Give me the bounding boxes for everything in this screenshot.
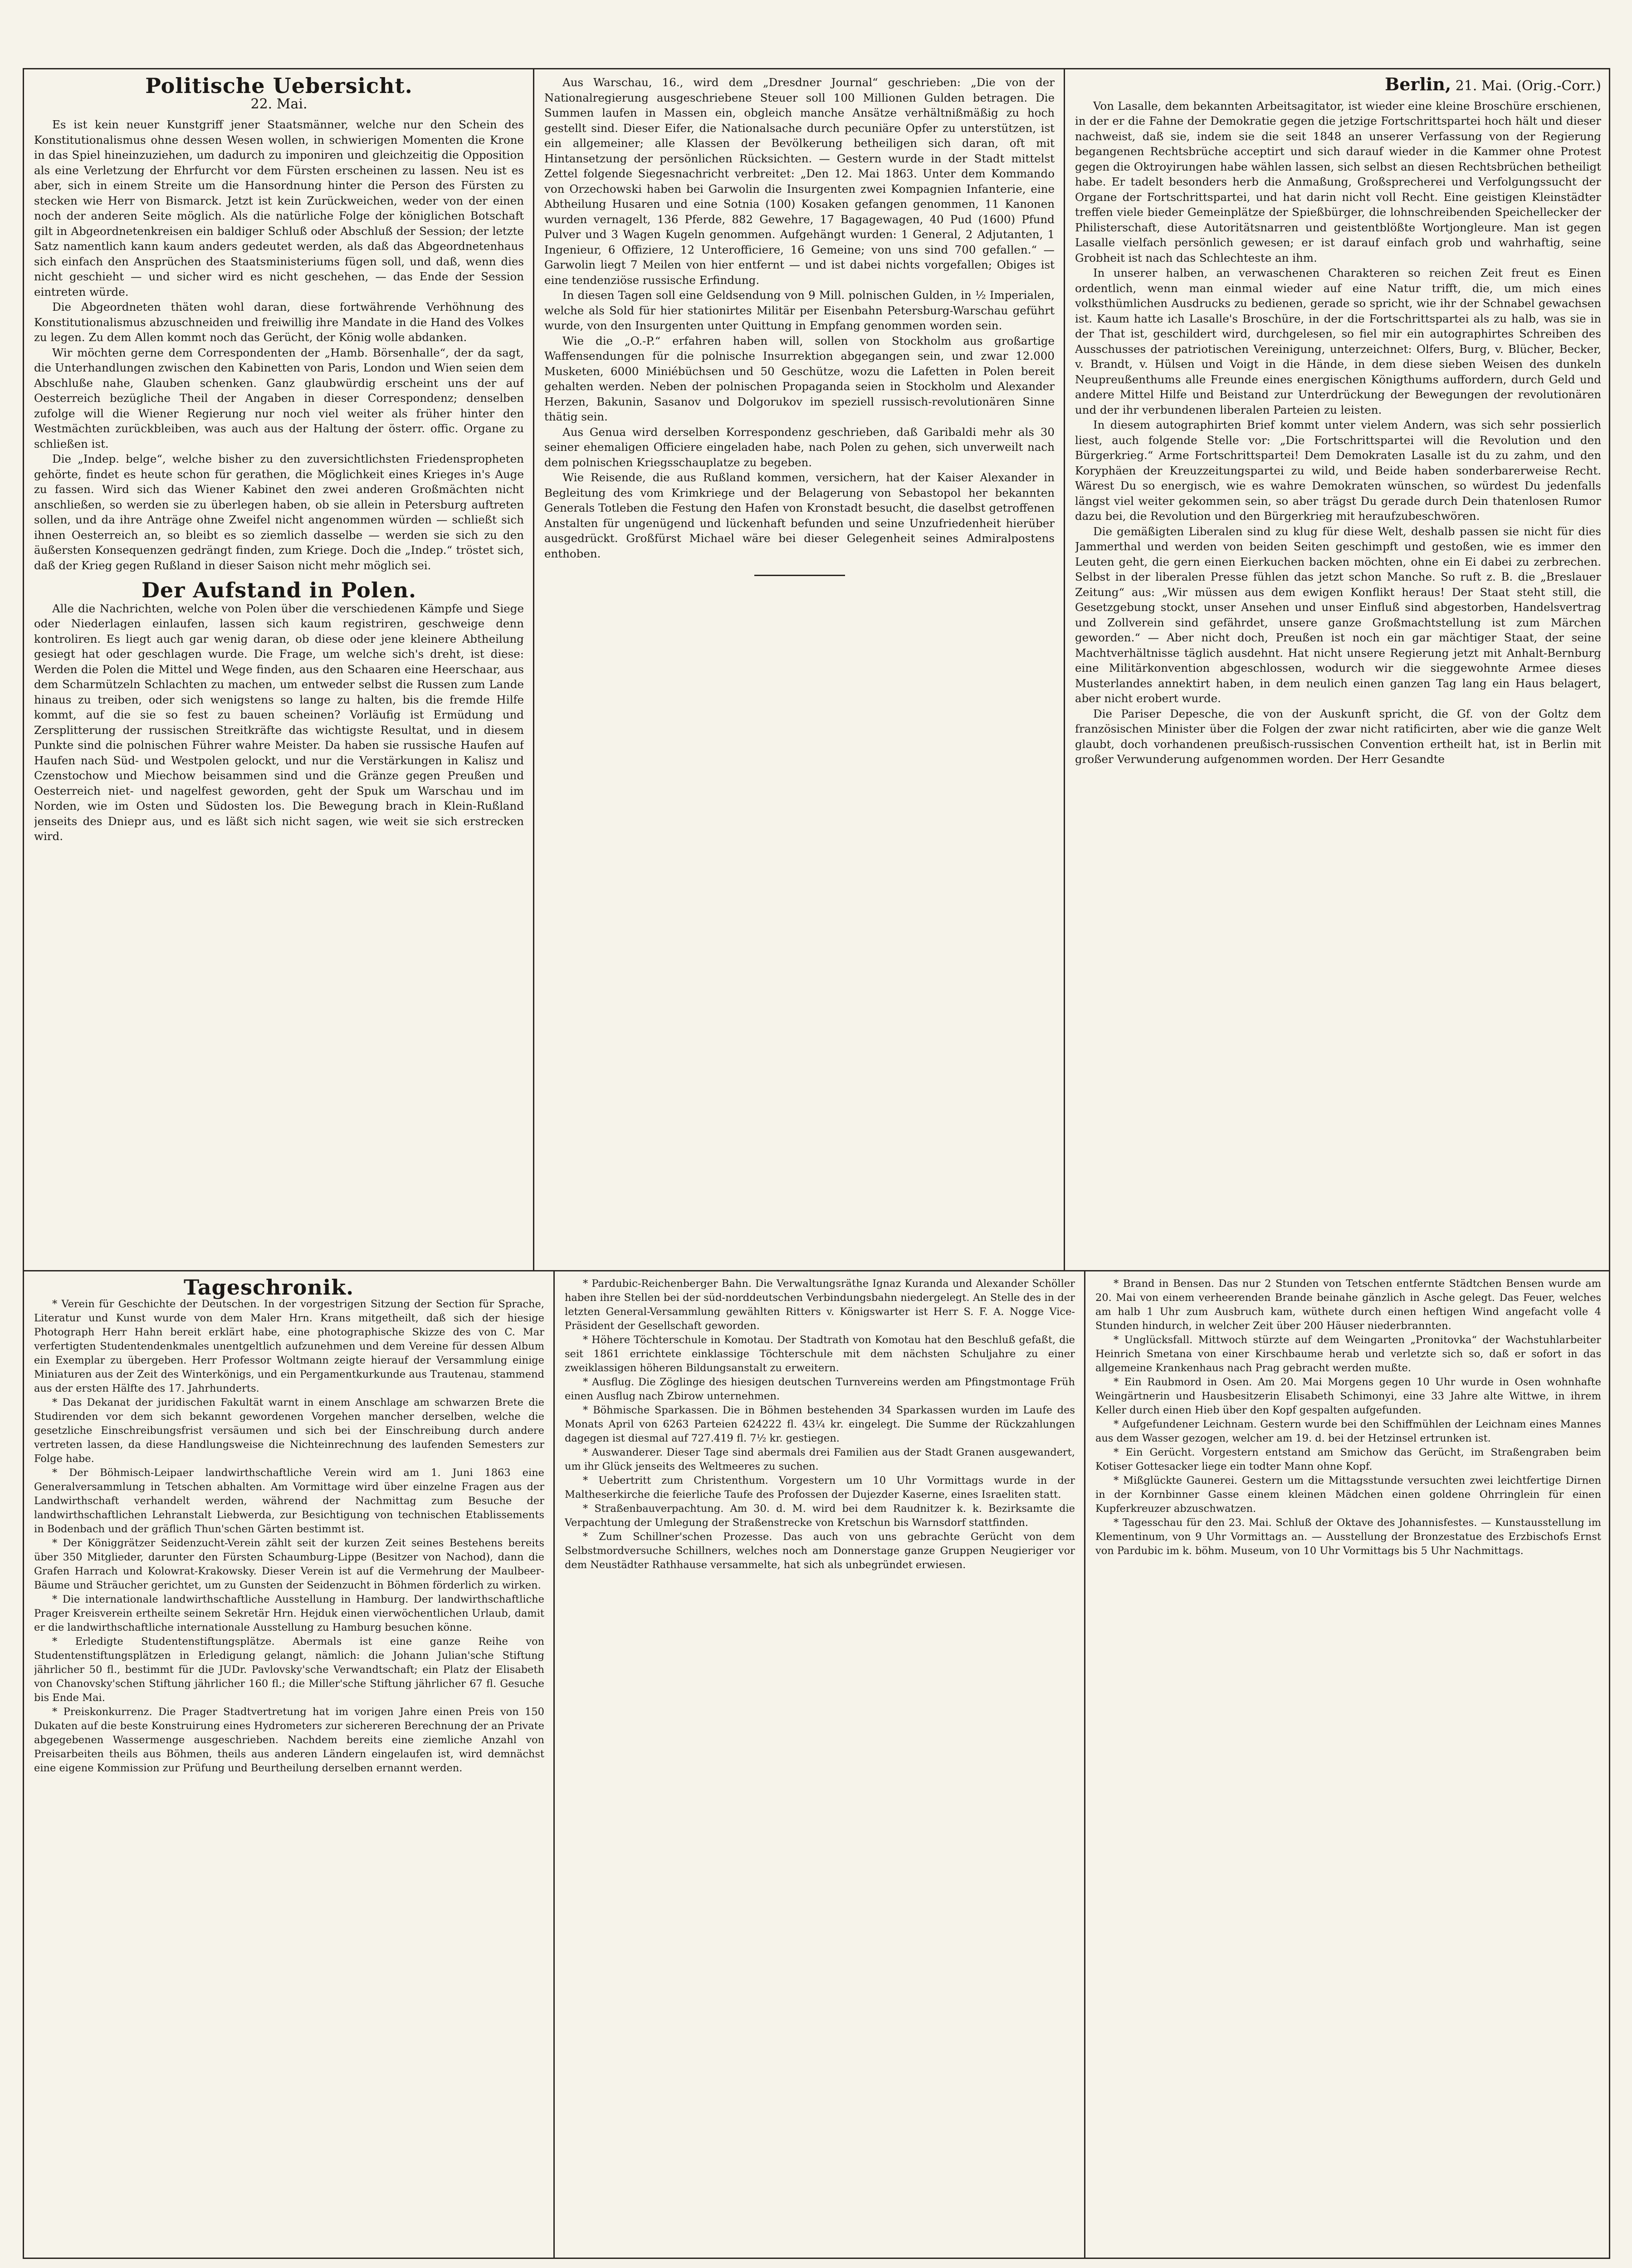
uprising-title: Der Aufstand in Polen. bbox=[141, 578, 417, 602]
column-rule bbox=[533, 68, 534, 1270]
uprising-paragraph: Aus Warschau, 16., wird dem „Dresdner Journal“ geschrieben: „Die von der Nationalregierung ausgeschriebene Steuer soll 100 Millionen Gulden betragen. Die Summen laufen in Massen ein, obgleich manche Ansätze verhältnißmäßig zu hoch gestellt sind. Dieser Eifer, die Nationalsache durch pecuniäre Opfer zu unterstützen, ist ein allgemeiner; alle Klassen der Bevölkerung betheiligen sich daran, oft mit Hintansetzung der persönlichen Rücksichten. — Gestern wurde in der Stadt mittelst Zettel folgende Siegesnachricht verbreitet: „Den 12. Mai 1863. Unter dem Kommando von Orzechowski haben bei Garwolin die Insurgenten zwei Kompagnien Infanterie, eine Abtheilung Husaren und eine Sotnia (100) Kosaken gefangen genommen, 11 Kanonen wurden vernagelt, 136 Pferde, 882 Gewehre, 17 Bagagewagen, 40 Pud (1600) Pfund Pulver und 3 Wagen Kugeln genommen. Aufgehängt wurden: 1 General, 2 Adjutanten, 1 Ingenieur, 6 Offiziere, 12 Unterofficiere, 16 Gemeine; von uns sind 700 gefallen.“ — Garwolin liegt 7 Meilen von hier entfernt — und ist dabei nichts vorgefallen; Obiges ist eine tendenziöse russische Erfindung. bbox=[544, 76, 1055, 287]
berlin-paragraph: In unserer halben, an verwaschenen Charakteren so reichen Zeit freut es Einen ordentlich, wenn man einmal wieder auf eine Natur trifft, die, um mich eines volksthümlichen Ausdrucks zu bedienen, gerade so spricht, wie ihr der Schnabel gewachsen ist. Kaum hatte ich Lasalle's Broschüre, in der die Fortschrittspartei als zu halb, was sie in der That ist, geschildert wird, durchgelesen, so fiel mir ein autographirtes Schreiben des Ausschusses der patriotischen Vereinigung, unterzeichnet: Olfers, Burg, v. Blücher, Becker, v. Brandt, v. Hülsen und Voigt in die Hände, in dem diese sieben Weisen des dunkeln Neupreußenthums alle Freunde eines energischen Königthums auffordern, durch Geld und andere Mittel Hilfe und Beistand zur Unterdrückung der Bewegungen der revolutionären und der ihr verbundenen liberalen Parteien zu leisten. bbox=[1075, 266, 1601, 416]
article-end-rule bbox=[754, 575, 845, 576]
uprising-paragraph: Wie die „O.-P.“ erfahren haben will, sollen von Stockholm aus großartige Waffensendungen für die polnische Insurrektion abgegangen sein, und zwar 12.000 Musketen, 6000 Miniébüchsen und 50 Geschütze, wozu die Lafetten in Polen bereit gehalten werden. Neben der polnischen Propaganda seien in Stockholm und Alexander Herzen, Bakunin, Sasanov und Dolgorukov im speziell russisch-revolutionären Sinne thätig sein. bbox=[544, 334, 1055, 423]
chronicle-item: * Auswanderer. Dieser Tage sind abermals drei Familien aus der Stadt Granen ausgewandert, um ihr Glück jenseits des Weltmeeres zu suchen. bbox=[565, 1447, 1075, 1472]
chronicle-item: * Brand in Bensen. Das nur 2 Stunden von Tetschen entfernte Städtchen Bensen wurde am 20. Mai von einem verheerenden Brande beinahe gänzlich in Asche gelegt. Das Feuer, welches am halb 1 Uhr zum Ausbruch kam, wüthete durch einen heftigen Wind angefacht volle 4 Stunden hindurch, in welcher Zeit über 200 Häuser niederbrannten. bbox=[1095, 1278, 1601, 1332]
chronicle-item: * Uebertritt zum Christenthum. Vorgestern um 10 Uhr Vormittags wurde in der Maltheserkirche die feierliche Taufe des Profossen der Dujezder Kaserne, eines Israeliten statt. bbox=[565, 1475, 1075, 1501]
chronicle-item: * Das Dekanat der juridischen Fakultät warnt in einem Anschlage am schwarzen Brete die Studirenden vor dem sich bekannt gewordenen Vorgehen mancher derselben, welche die gesetzliche Einschreibungsfrist versäumen und sich bei der Einschreibung durch andere vertreten lassen, da diese Handlungsweise die Nichteinrechnung des laufenden Semesters zur Folge habe. bbox=[34, 1397, 544, 1465]
berlin-paragraph: Die gemäßigten Liberalen sind zu klug für diese Welt, deshalb passen sie nicht für dies Jammerthal und werden von beiden Seiten geschimpft und gestoßen, wie es immer den Leuten geht, die gern einen Eierkuchen backen möchten, ohne ein Ei dabei zu zerbrechen. Selbst in der liberalen Presse fühlen das jetzt schon Manche. So ruft z. B. die „Breslauer Zeitung“ aus: „Wir müssen aus dem ewigen Konflikt heraus! Der Staat steht still, die Gesetzgebung stockt, unser Ansehen und unser Einfluß sind abgestorben, Handelsvertrag und Zollverein sind gefährdet, unsere ganze Großmachtstellung ist zum Märchen geworden.“ — Aber nicht doch, Preußen ist noch ein gar mächtiger Staat, der seine Machtverhältnisse täglich ausdehnt. Hat nicht unsere Regierung jetzt mit Anhalt-Bernburg eine Militärkonvention abgeschlossen, wodurch wir die sieggewohnte Armee dieses Musterlandes annektirt haben, in dem neulich einen ganzen Tag lang ein Haus belagert, aber nicht erobert wurde. bbox=[1075, 524, 1601, 705]
politics-title: Politische Uebersicht. bbox=[145, 75, 413, 98]
chronicle-item: * Unglücksfall. Mittwoch stürzte auf dem Weingarten „Pronitovka“ der Wachstuhlarbeiter Heinrich Smetana von einer Kirschbaume herab und verletzte sich so, daß er sofort in das allgemeine Krankenhaus nach Prag gebracht werden mußte. bbox=[1095, 1334, 1601, 1374]
politics-column bbox=[34, 75, 524, 1261]
uprising-paragraph: Aus Genua wird derselben Korrespondenz geschrieben, daß Garibaldi mehr als 30 seiner ehemaligen Officiere eingeladen habe, nach Polen zu gehen, sich unverweilt nach dem polnischen Kriegsschauplatze zu begeben. bbox=[544, 425, 1055, 469]
chronicle-item: * Aufgefundener Leichnam. Gestern wurde bei den Schiffmühlen der Leichnam eines Mannes aus dem Wasser gezogen, welcher am 19. d. bei der Hetzinsel ertrunken ist. bbox=[1095, 1418, 1601, 1444]
berlin-date: 21. Mai. (Orig.-Corr.) bbox=[1455, 78, 1601, 94]
section-divider bbox=[23, 1270, 1610, 1271]
politics-paragraph: Wir möchten gerne dem Correspondenten der „Hamb. Börsenhalle“, der da sagt, die Unterhandlungen zwischen den Kabinetten von Paris, London und Wien seien dem Abschluße nahe, Glauben schenken. Ganz glaubwürdig erscheint uns der auf Oesterreich bezügliche Theil der Angaben in dieser Correspondenz; denselben zufolge will die Wiener Regierung nur noch viel weiter als früher hinter den Westmächten zurückbleiben, was auch aus der Haltung der österr. offic. Organe zu schließen ist. bbox=[34, 346, 524, 450]
berlin-paragraph: Die Pariser Depesche, die von der Auskunft spricht, die Gf. von der Goltz dem französischen Minister über die Folgen der zwar nicht ratificirten, aber wie die ganze Welt glaubt, doch vorhandenen preußisch-russischen Convention ertheilt hat, ist in Berlin mit großer Verwunderung aufgenommen worden. Der Herr Gesandte bbox=[1075, 707, 1601, 766]
berlin-paragraph: In diesem autographirten Brief kommt unter vielem Andern, was sich sehr possierlich liest, auch folgende Stelle vor: „Die Fortschrittspartei will die Revolution und den Bürgerkrieg.“ Arme Fortschrittspartei! Dem Demokraten Lasalle ist du zu zahm, und den Koryphäen der Kreuzzeitungspartei zu wild, und Beide haben sonderbarerweise Recht. Wärest Du so energisch, wie es wahre Demokraten wünschen, so würdest Du jedenfalls längst viel weiter gekommen sein, so aber trägst Du gerade durch Dein thatenlosen Rumor dazu bei, die Revolution und den Bürgerkrieg mit heraufzubeschwören. bbox=[1075, 418, 1601, 523]
chronicle-item: * Pardubic-Reichenberger Bahn. Die Verwaltungsräthe Ignaz Kuranda und Alexander Schöller haben ihre Stellen bei der süd-norddeutschen Verbindungsbahn niedergelegt. An Stelle des in der letzten General-Versammlung gewählten Ritters v. Königswarter ist Herr S. F. A. Nogge Vice-Präsident der Gesellschaft geworden. bbox=[565, 1278, 1075, 1332]
chronicle-item: * Tagesschau für den 23. Mai. Schluß der Oktave des Johannisfestes. — Kunstausstellung im Klementinum, von 9 Uhr Vormittags an. — Ausstellung der Bronzestatue des Erzbischofs Ernst von Pardubic im k. böhm. Museum, von 10 Uhr Vormittags bis 5 Uhr Nachmittags. bbox=[1095, 1517, 1601, 1557]
berlin-paragraph: Von Lasalle, dem bekannten Arbeitsagitator, ist wieder eine kleine Broschüre erschienen, in der er die Fahne der Demokratie gegen die jetzige Fortschrittspartei hoch hält und dieser nachweist, daß sie, indem sie die seit 1848 an unserer Verfassung von der Regierung begangenen Rechtsbrüche acceptirt und sich darauf wieder in die Kammer ohne Protest gegen die Oktroyirungen habe wählen lassen, sich selbst an diesen Rechtsbrüchen betheiligt habe. Er tadelt besonders herb die Anmaßung, Großsprecherei und Verfolgungssucht der Organe der Fortschrittspartei, und hat darin nicht voll Recht. Eine geistigen Kleinstädter treffen viele bieder Gemeinplätze der Spießbürger, die lohnschreibenden Speichellecker der Philisterschaft, diese Autoritätsnarren und geistentblößte Wortjongleure. Man ist gegen Lasalle vielfach persönlich gewesen; er ist darauf einfach grob und wahrhaftig, seine Grobheit ist nach das Schlechteste an ihm. bbox=[1075, 99, 1601, 264]
berlin-city: Berlin, bbox=[1385, 75, 1451, 94]
chronicle-item: * Ein Gerücht. Vorgestern entstand am Smichow das Gerücht, im Straßengraben beim Kotiser Gottesacker liege ein todter Mann ohne Kopf. bbox=[1095, 1447, 1601, 1472]
politics-paragraph: Es ist kein neuer Kunstgriff jener Staatsmänner, welche nur den Schein des Konstitutionalismus ohne dessen Wesen wollen, in schwierigen Momenten die Krone in das Spiel hineinzuziehen, um dadurch zu imponiren und gleichzeitig die Opposition als eine Verletzung der Ehrfurcht vor dem Fürsten erscheinen zu lassen. Neu ist es aber, sich in einem Streite um die Hansordnung hinter die Person des Fürsten zu stecken wie Herr von Bismarck. Jetzt ist kein Zurückweichen, weder von der einen noch der anderen Seite möglich. Als die natürliche Folge der königlichen Botschaft gilt in Abgeordnetenkreisen ein baldiger Schluß oder Abschluß der Session; der letzte Satz namentlich kann kaum anders gedeutet werden, als daß das Abgeordnetenhaus sich einfach den Ansprüchen des Staatsministeriums fügen soll, und daß, wenn dies nicht geschieht — und sicher wird es nicht geschehen, — das Ende der Session eintreten würde. bbox=[34, 118, 524, 298]
chronicle-item: * Böhmische Sparkassen. Die in Böhmen bestehenden 34 Sparkassen wurden im Laufe des Monats April von 6263 Parteien 624222 fl. 43¼ kr. eingelegt. Die Summe der Rückzahlungen dagegen ist diesmal auf 727.419 fl. 7½ kr. gestiegen. bbox=[565, 1404, 1075, 1444]
berlin-dateline bbox=[1075, 77, 1601, 94]
column-rule bbox=[1064, 68, 1065, 1270]
chronicle-item: * Der Königgrätzer Seidenzucht-Verein zählt seit der kurzen Zeit seines Bestehens bereits über 350 Mitglieder, darunter den Fürsten Schaumburg-Lippe (Besitzer von Nachod), dann die Grafen Harrach und Kolowrat-Krakowsky. Dieser Verein ist auf die Vermehrung der Maulbeer-Bäume und Sträucher gerichtet, um zu Gunsten der Seidenzucht in Böhmen förderlich zu wirken. bbox=[34, 1537, 544, 1591]
uprising-column bbox=[544, 75, 1055, 1261]
uprising-paragraph: In diesen Tagen soll eine Geldsendung von 9 Mill. polnischen Gulden, in ½ Imperialen, welche als Sold für hier stationirtes Militär per Eisenbahn Petersburg-Warschau geführt wurde, von den Insurgenten unter Quittung in Empfang genommen worden sein. bbox=[544, 288, 1055, 332]
chronicle-column-2 bbox=[565, 1277, 1075, 2252]
chronicle-item: * Der Böhmisch-Leipaer landwirthschaftliche Verein wird am 1. Juni 1863 eine Generalversammlung in Tetschen abhalten. Am Vormittage wird über einzelne Fragen aus der Landwirthschaft verhandelt werden, während der Nachmittag zum Besuche der landwirthschaftlichen Lehranstalt Liebwerda, zur Besichtigung von technischen Etablissements in Bodenbach und der gräflich Thun'schen Gärten bestimmt ist. bbox=[34, 1467, 544, 1535]
chronicle-item: * Zum Schillner'schen Prozesse. Das auch von uns gebrachte Gerücht von dem Selbstmordversuche Schillners, welches noch am Donnerstage ganze Gruppen Neugieriger vor dem Neustädter Rathhause versammelte, hat sich als unbegründet erwiesen. bbox=[565, 1531, 1075, 1571]
chronicle-title: Tageschronik. bbox=[184, 1277, 354, 1300]
chronicle-item: * Mißglückte Gaunerei. Gestern um die Mittagsstunde versuchten zwei leichtfertige Dirnen in der Kornbinner Gasse einem kleinen Mädchen einen goldene Ohrringlein für einen Kupferkreuzer abzuschwatzen. bbox=[1095, 1475, 1601, 1515]
column-rule bbox=[1084, 1270, 1085, 2259]
chronicle-column-3 bbox=[1095, 1277, 1601, 2252]
uprising-paragraph: Alle die Nachrichten, welche von Polen über die verschiedenen Kämpfe und Siege oder Niederlagen einlaufen, lassen sich kaum registriren, geschweige denn kontroliren. Es liegt auch gar wenig daran, ob diese oder jene kleinere Abtheilung gesiegt hat oder geschlagen wurde. Die Frage, um welche sich's dreht, ist diese: Werden die Polen die Mittel und Wege finden, aus den Schaaren eine Heerschaar, aus dem Scharmützeln Schlachten zu machen, um entweder selbst die Russen zum Lande hinaus zu treiben, oder sich wenigstens so lange zu halten, bis die fremde Hilfe kommt, auf die sie so fest zu bauen scheinen? Vorläufig ist Ermüdung und Zersplitterung der russischen Streitkräfte das wichtigste Resultat, und in diesem Punkte sind die polnischen Führer wahre Meister. Da haben sie russische Haufen auf Haufen nach Süd- und Westpolen gelockt, und nur die Verstärkungen in Kalisz und Czenstochow und Miechow beisammen sind und die Gränze gegen Preußen und Oesterreich niet- und nagelfest geworden, geht der Spuk um Warschau und im Norden, wie im Osten und Südosten los. Die Bewegung brach in Klein-Rußland jenseits des Dniepr aus, und es läßt sich nicht sagen, wie weit sie sich erstrecken wird. bbox=[34, 601, 524, 843]
chronicle-item: * Ein Raubmord in Osen. Am 20. Mai Morgens gegen 10 Uhr wurde in Osen wohnhafte Weingärtnerin und Hausbesitzerin Elisabeth Schimonyi, eine 33 Jahre alte Wittwe, in ihrem Keller durch einen Hieb über den Kopf gespalten aufgefunden. bbox=[1095, 1376, 1601, 1416]
chronicle-item: * Erledigte Studentenstiftungsplätze. Abermals ist eine ganze Reihe von Studentenstiftungsplätzen in Erledigung gelangt, nämlich: die Johann Julian'sche Stiftung jährlicher 50 fl., bestimmt für die JUDr. Pavlovsky'sche Verwandtschaft; ein Platz der Elisabeth von Chanovsky'schen Stiftung jährlicher 160 fl.; die Miller'sche Stiftung jährlicher 67 fl. Gesuche bis Ende Mai. bbox=[34, 1636, 544, 1704]
column-rule bbox=[553, 1270, 555, 2259]
chronicle-item: * Die internationale landwirthschaftliche Ausstellung in Hamburg. Der landwirthschaftliche Prager Kreisverein ertheilte seinem Sekretär Hrn. Hejduk einen vierwöchentlichen Urlaub, damit er die landwirthschaftliche internationale Ausstellung zu Hamburg besuchen könne. bbox=[34, 1593, 544, 1633]
politics-date: 22. Mai. bbox=[250, 96, 308, 112]
chronicle-column-1 bbox=[34, 1277, 544, 2252]
chronicle-item: * Verein für Geschichte der Deutschen. In der vorgestrigen Sitzung der Section für Sprache, Literatur und Kunst wurde von dem Maler Hrn. Krans mitgetheilt, daß sich der hiesige Photograph Herr Hahn bereit erklärt habe, eine photographische Skizze des von C. Mar verfertigten Studentendenkmales unentgeltlich aufzunehmen und dem Vereine für dessen Album ein Exemplar zu übergeben. Herr Professor Woltmann zeigte hierauf der Versammlung einige Miniaturen aus der Zeit des Winterkönigs, und ein Pergamentkurkunde aus Trautenau, stammend aus der ersten Hälfte des 17. Jahrhunderts. bbox=[34, 1298, 544, 1394]
politics-paragraph: Die Abgeordneten thäten wohl daran, diese fortwährende Verhöhnung des Konstitutionalismus abzuschneiden und freiwillig ihre Mandate in die Hand des Volkes zu legen. Zu dem Allen kommt noch das Gerücht, der König wolle abdanken. bbox=[34, 300, 524, 344]
chronicle-item: * Straßenbauverpachtung. Am 30. d. M. wird bei dem Raudnitzer k. k. Bezirksamte die Verpachtung der Umlegung der Straßenstrecke von Kretschun bis Warnsdorf stattfinden. bbox=[565, 1503, 1075, 1529]
uprising-paragraph: Wie Reisende, die aus Rußland kommen, versichern, hat der Kaiser Alexander in Begleitung des vom Krimkriege und der Belagerung von Sebastopol her bekannten Generals Totleben die Festung den Hafen von Kronstadt besucht, die daselbst getroffenen Anstalten für ungenügend und lückenhaft befunden und seine Unzufriedenheit hierüber ausgedrückt. Großfürst Michael wäre bei dieser Gelegenheit seines Admiralpostens enthoben. bbox=[544, 471, 1055, 560]
chronicle-item: * Ausflug. Die Zöglinge des hiesigen deutschen Turnvereins werden am Pfingstmontage Früh einen Ausflug nach Zbirow unternehmen. bbox=[565, 1376, 1075, 1402]
berlin-column bbox=[1075, 75, 1601, 1261]
chronicle-item: * Höhere Töchterschule in Komotau. Der Stadtrath von Komotau hat den Beschluß gefaßt, die seit 1861 errichtete einklassige Töchterschule mit dem nächsten Schuljahre zu einer zweiklassigen höheren Bildungsanstalt zu erweitern. bbox=[565, 1334, 1075, 1374]
chronicle-item: * Preiskonkurrenz. Die Prager Stadtvertretung hat im vorigen Jahre einen Preis von 150 Dukaten auf die beste Konstruirung eines Hydrometers zur sichereren Berechnung der an Private abgegebenen Wassermenge ausgeschrieben. Nachdem bereits eine ziemliche Anzahl von Preisarbeiten theils aus Böhmen, theils aus anderen Ländern eingelaufen ist, wird demnächst eine eigene Kommission zur Prüfung und Beurtheilung derselben ernannt werden. bbox=[34, 1706, 544, 1774]
politics-paragraph: Die „Indep. belge“, welche bisher zu den zuversichtlichsten Friedenspropheten gehörte, findet es heute schon für gerathen, die Möglichkeit eines Krieges in's Auge zu fassen. Wird sich das Wiener Kabinet den zwei anderen Großmächten nicht anschließen, so werden sie zu überlegen haben, ob sie allein in Petersburg auftreten sollen, und da ihre Anträge ohne Zweifel nicht angenommen würden — schließt sich ihnen Oesterreich an, so bleibt es so ziemlich dasselbe — werden sie sich zu den äußersten Konsequenzen gedrängt finden, zum Kriege. Doch die „Indep.“ tröstet sich, daß der Krieg gegen Rußland in dieser Saison nicht mehr möglich sei. bbox=[34, 452, 524, 572]
